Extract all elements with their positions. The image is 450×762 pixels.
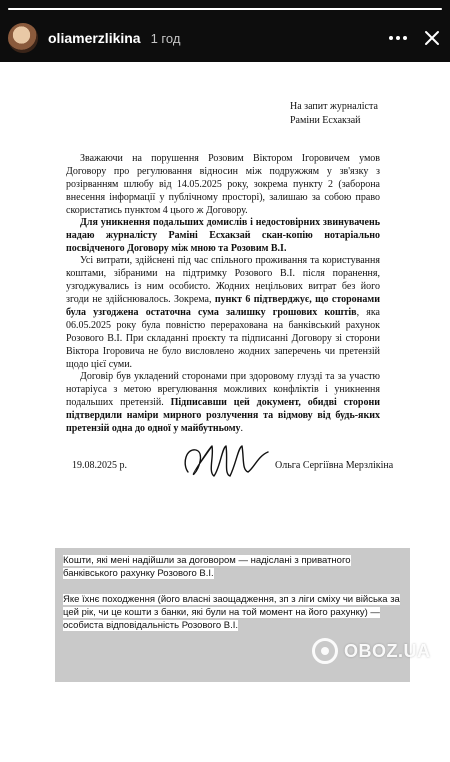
note-paragraph: [63, 554, 402, 580]
paragraph-expenses: [66, 254, 380, 371]
addressee-line: На запит журналіста: [290, 101, 378, 112]
note-paragraph: [63, 593, 402, 632]
expenses-text-a: Усі витрати, здійснені під час спільного проживання та користування коштами, зібраними на підтримку Розового В.І. після поранення, узгоджувались із ним особисто. Жодних нецільових витрат без його згоди не здійснювалось. Зокрема,: [66, 255, 380, 305]
expenses-text-c: , яка 06.05.2025 року була повністю перерахована на банківський рахунок Розового В.І. При складанні проєкту та підписанні Договору зі сторони Віктора Ігоровича не було висловлено жодних заперечень чи претензій щодо цієї суми.: [66, 307, 380, 370]
document-date: 19.08.2025 р.: [72, 460, 127, 471]
story-header: [8, 18, 442, 58]
story-progress-bar: [8, 8, 442, 10]
paragraph-violation: Зважаючи на порушення Розовим Віктором Ігоровичем умов Договору про регулювання відносин між подружжям у зв'язку з розірванням шлюбу від 14.05.2025 року, зокрема пункту 2 (заборона внесення інформації у публічному просторі), залишаю за собою право скористатись пунктом 4 цього ж Договору.: [66, 153, 380, 216]
agreement-text-a: Договір був укладений сторонами при здоровому глузді та за участю нотаріуса з метою врегулювання можливих конфліктів і уникнення подальших претензій.: [66, 371, 380, 408]
addressee-block: [290, 100, 378, 128]
signature-image: [178, 438, 274, 484]
story-progress-fill: [8, 8, 442, 10]
more-dots-icon[interactable]: [388, 28, 408, 48]
username[interactable]: oliamerzlikina: [48, 30, 141, 46]
signer-name: Ольга Сергіївна Мерзлікіна: [275, 460, 394, 471]
expenses-text-bold: пункт 6 підтверджує, що сторонами була узгоджена остаточна сума залишку грошових коштів: [66, 294, 380, 318]
paragraph-scan-copy-text: Для уникнення подальших домислів і недостовірних звинувачень надаю журналісту Раміні Есхакзай скан-копію нотаріально посвідченого Договору між мною та Розовим В.І.: [66, 217, 380, 254]
avatar[interactable]: [8, 23, 38, 53]
addressee-line: Раміни Есхакзай: [290, 115, 361, 126]
post-time: 1 год: [150, 30, 181, 46]
paragraph-scan-copy: [66, 216, 380, 255]
agreement-text-bold: Підписавши цей документ, обидві сторони підтвердили наміри мирного розлучення та відмову від будь-яких претензій одна до одної у майбутньому: [66, 397, 380, 434]
watermark-text: OBOZ.UA: [344, 640, 431, 661]
watermark: [312, 638, 431, 664]
close-icon[interactable]: [422, 28, 442, 48]
header-actions: [388, 28, 442, 48]
note-text-2: Яке їхнє походження (його власні заощадження, зп з ліги сміху чи війська за цей рік, чи це кошти з банки, які були на той момент на його рахунку) — особиста відповідальність Розового В.І.: [63, 594, 400, 631]
agreement-text-c: .: [240, 423, 244, 434]
paragraph-agreement: [66, 370, 380, 435]
oboz-logo-icon: [312, 638, 338, 664]
note-text-1: Кошти, які мені надійшли за договором — надіслані з приватного банківського рахунку Розового В.І.: [63, 555, 351, 579]
